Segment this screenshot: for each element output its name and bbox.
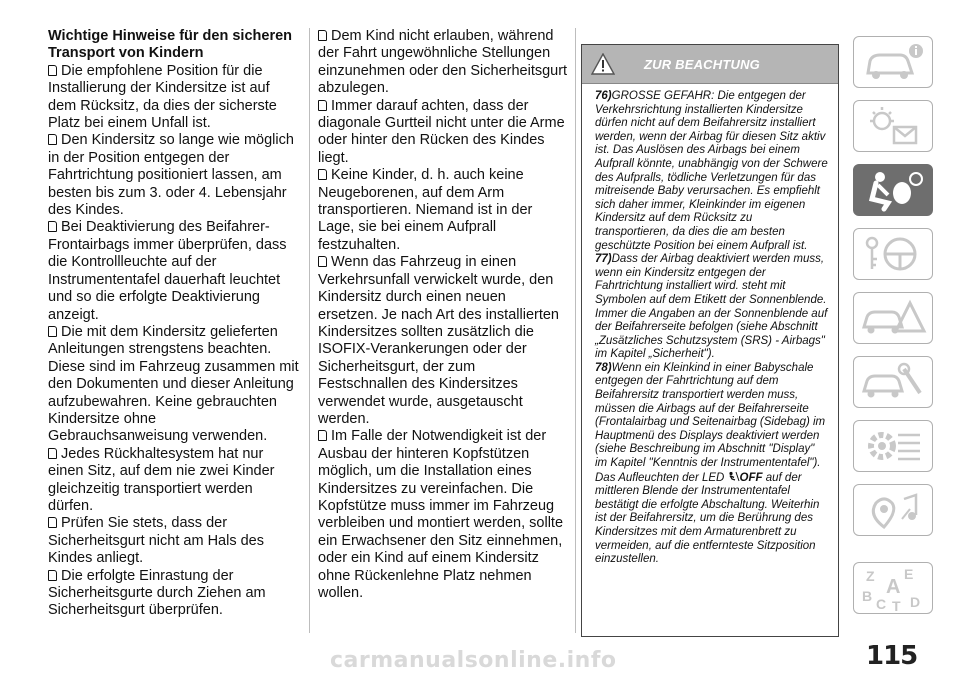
list-item: Wenn das Fahrzeug in einen Verkehrsunfall verwickelt wurde, den Kindersitz durch einen neuen ersetzen. Je nach Art des installierten Kindersitzes sollten zusätzlich die ISOFIX-Verankerungen oder der Sicherheitsgurt, der zum Festschnallen des Kindersitzes verwendet wurde, ausgetauscht werden. <box>318 254 559 427</box>
bullet-icon <box>48 517 57 528</box>
tab-multimedia[interactable] <box>853 484 933 536</box>
list-item: Jedes Rückhaltesystem hat nur einen Sitz, auf dem nie zwei Kinder gleichzeitig transportiert werden dürfen. <box>48 445 275 514</box>
car-info-icon <box>854 37 932 87</box>
svg-text:D: D <box>910 594 921 610</box>
svg-text:A: A <box>886 576 901 598</box>
page-number: 115 <box>866 641 918 671</box>
list-item: Im Falle der Notwendigkeit ist der Ausbau der hinteren Kopfstützen möglich, um die Installation eines Kindersitzes zu vereinfachen. Die Kopfstütze muss immer im Fahrzeug verbleiben und montiert werden, sollte ein Erwachsener den Sitz einnehmen, oder ein Kind auf einem Kindersitz ohne Rückenlehne Platz nehmen wollen. <box>318 428 564 601</box>
service-icon <box>854 357 932 407</box>
key-steering-icon <box>854 229 932 279</box>
tab-starting-driving[interactable] <box>853 228 933 280</box>
list-item: Die erfolgte Einrastung der Sicherheitsgurte durch Ziehen am Sicherheitsgurt überprüfen. <box>48 567 266 619</box>
text-column-2 <box>318 28 568 602</box>
section-heading: Wichtige Hinweise für den sicheren Transport von Kindern <box>48 28 293 62</box>
bullet-icon <box>318 430 327 441</box>
list-item: Dem Kind nicht erlauben, während der Fahrt ungewöhnliche Stellungen einzunehmen oder den Sicherheitsgurt abzulegen. <box>318 28 568 97</box>
list-item: Prüfen Sie stets, dass der Sicherheitsgurt nicht am Hals des Kindes anliegt. <box>48 515 264 567</box>
tab-emergency[interactable] <box>853 292 933 344</box>
bullet-icon <box>318 169 327 180</box>
watermark-text: carmanualsonline.info <box>330 648 617 673</box>
tab-maintenance[interactable] <box>853 356 933 408</box>
multimedia-icon <box>854 485 932 535</box>
bullet-icon <box>48 570 57 581</box>
technical-data-icon <box>854 421 932 471</box>
bullet-icon <box>318 100 327 111</box>
bullet-icon <box>48 65 57 76</box>
column-divider <box>575 28 576 633</box>
tab-car-info[interactable] <box>853 36 933 88</box>
tab-safety[interactable] <box>853 164 933 216</box>
warning-title: ZUR BEACHTUNG <box>644 57 760 72</box>
list-item: Immer darauf achten, dass der diagonale Gurtteil nicht unter die Arme oder hinter den Rücken des Kindes liegt. <box>318 97 565 166</box>
tab-warning-lights[interactable] <box>853 100 933 152</box>
text-column-1 <box>48 28 300 620</box>
breakdown-icon <box>854 293 932 343</box>
tab-technical-data[interactable] <box>853 420 933 472</box>
bullet-icon <box>318 30 327 41</box>
airbag-off-led-icon <box>728 471 740 482</box>
index-icon <box>854 563 932 613</box>
list-item: Die mit dem Kindersitz gelieferten Anleitungen strengstens beachten. Diese sind im Fahrzeug zusammen mit den Dokumenten und dieser Anleitung aufzubewahren. Keine gebrauchten Kindersitze ohne Gebrauchsanweisung verwenden. <box>48 323 299 445</box>
svg-text:T: T <box>892 598 901 613</box>
list-item: Keine Kinder, d. h. auch keine Neugeborenen, auf dem Arm transportieren. Niemand ist in der Lage, sie bei einem Aufprall festzuhalten. <box>318 167 533 253</box>
bullet-icon <box>318 256 327 267</box>
bullet-icon <box>48 448 57 459</box>
seat-airbag-icon <box>854 165 932 215</box>
warning-body <box>582 84 838 567</box>
list-item: Bei Deaktivierung des Beifahrer-Frontairbags immer überprüfen, dass die Kontrollleuchte auf der Instrumententafel dauerhaft leuchtet und so die erfolgte Deaktivierung anzeigt. <box>48 219 287 323</box>
warning-lights-icon <box>854 101 932 151</box>
warning-box <box>581 44 839 637</box>
note-76: 76)GROSSE GEFAHR: Die entgegen der Verkehrsrichtung installierten Kindersitze dürfen nicht auf dem Beifahrersitz installiert werden, wenn der Airbag für diesen Sitz aktiv ist. Das Auslösen des Airbags bei einem Aufprall könnte, unabhängig von der Schwere des Aufpralls, tödliche Verletzungen für das mitreisende Baby verursachen. Es empfiehlt sich daher immer, Kleinkinder im eigenen Kindersitz auf dem Rücksitz zu transportieren, da dies die am besten geschützte Position bei einem Aufprall ist. <box>595 90 828 252</box>
bullet-icon <box>48 221 57 232</box>
list-item: Die empfohlene Position für die Installierung der Kindersitze ist auf dem Rücksitz, da dies der sicherste Platz bei einem Unfall ist. <box>48 62 277 132</box>
svg-text:B: B <box>862 588 873 604</box>
list-item: Den Kindersitz so lange wie möglich in der Position entgegen der Fahrtrichtung positioniert lassen, am besten bis zum 3. oder 4. Lebensjahr des Kindes. <box>48 132 294 219</box>
column-divider <box>309 28 310 633</box>
svg-text:E: E <box>904 566 914 582</box>
svg-text:Z: Z <box>866 568 875 584</box>
bullet-icon <box>48 326 57 337</box>
bullet-icon <box>48 134 57 145</box>
note-78: 78)Wenn ein Kleinkind in einer Babyschale entgegen der Fahrtrichtung auf dem Beifahrersitz transportiert werden muss, müssen die Airbags auf der Beifahrerseite (Frontalairbag und Seitenairbag (Sidebag) im Hauptmenü des Displays deaktiviert werden (siehe Beschreibung im Abschnitt "Display" im Kapitel "Kenntnis der Instrumententafel"). Das Aufleuchten der LED OFF auf der mittleren Blende der Instrumententafel bestätigt die erfolgte Abschaltung. Weiterhin ist der Beifahrersitz, um die Berührung des Kindersitzes mit dem Armaturenbrett zu vermeiden, auf die entfernteste Sitzposition einzustellen. <box>595 361 826 566</box>
tab-index[interactable] <box>853 562 933 614</box>
svg-text:C: C <box>876 596 887 612</box>
warning-triangle-icon <box>591 53 615 75</box>
note-77: 77)Dass der Airbag deaktiviert werden muss, wenn ein Kindersitz entgegen der Fahrtrichtung installiert wird. steht mit Symbolen auf dem Etikett der Sonnenblende. Immer die Angaben an der Sonnenblende auf der Beifahrerseite befolgen (siehe Abschnitt „Zusätzliches Schutzsystem (SRS) - Airbags" im Kapitel „Sicherheit"). <box>595 253 828 361</box>
warning-header <box>582 45 838 84</box>
